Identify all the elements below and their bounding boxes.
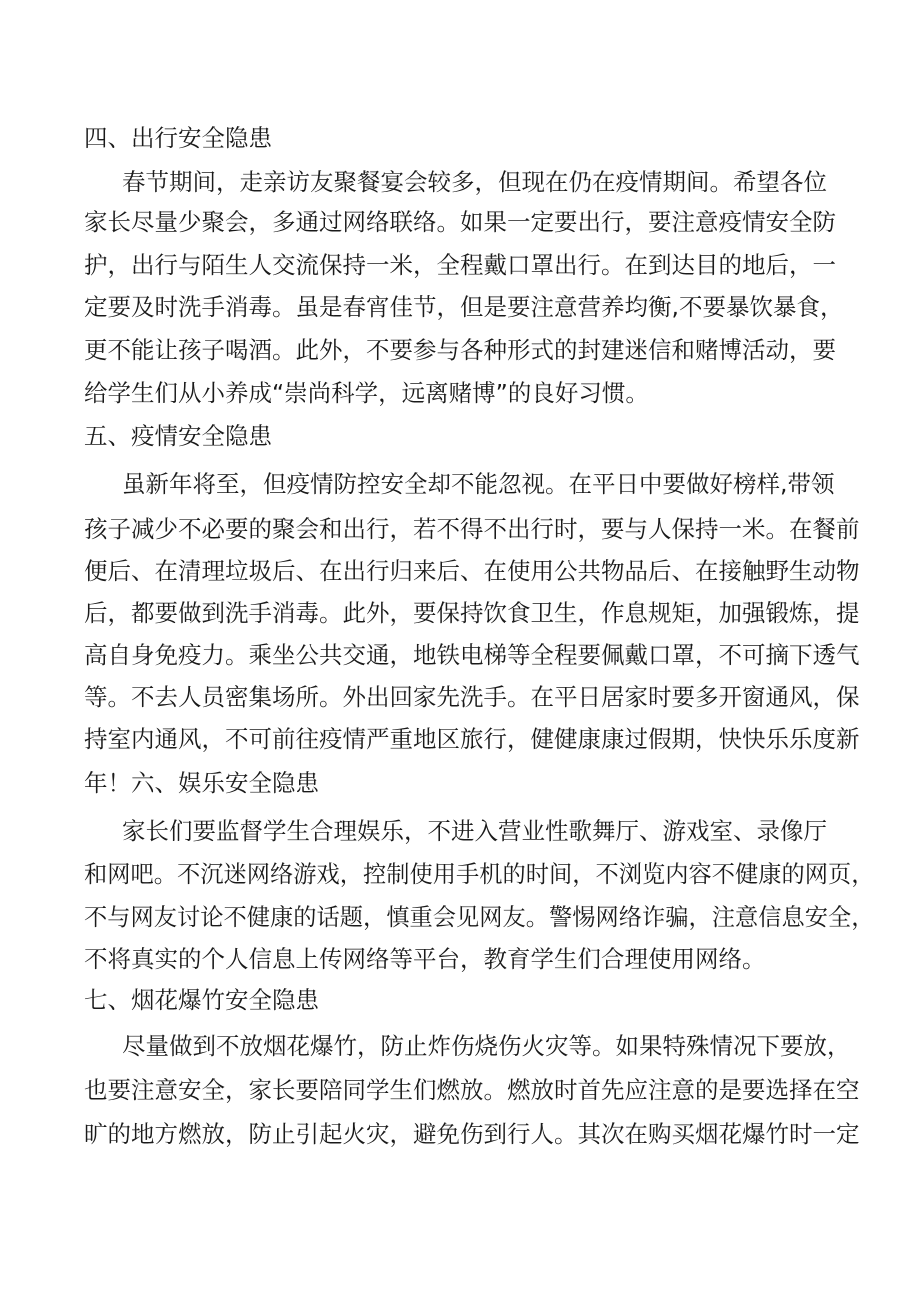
paragraph-line: 便后、在清理垃圾后、在出行归来后、在使用公共物品后、在接触野生动物: [84, 557, 860, 585]
section-heading-epidemic: 五、疫情安全隐患: [84, 422, 272, 450]
paragraph-line: 孩子减少不必要的聚会和出行，若不得不出行时，要与人保持一米。在餐前: [84, 515, 860, 543]
paragraph-line: 虽新年将至，但疫情防控安全却不能忽视。在平日中要做好榜样,带领: [122, 470, 835, 498]
paragraph-line: 高自身免疫力。乘坐公共交通，地铁电梯等全程要佩戴口罩，不可摘下透气: [84, 641, 860, 669]
paragraph-line: 等。不去人员密集场所。外出回家先洗手。在平日居家时要多开窗通风，保: [84, 683, 860, 711]
paragraph-line: 家长们要监督学生合理娱乐，不进入营业性歌舞厅、游戏室、录像厅: [122, 817, 827, 845]
paragraph-line: 也要注意安全，家长要陪同学生们燃放。燃放时首先应注意的是要选择在空: [84, 1076, 860, 1104]
section-heading-travel: 四、出行安全隐患: [84, 124, 272, 152]
paragraph-line: 不将真实的个人信息上传网络等平台，教育学生们合理使用网络。: [84, 945, 766, 973]
paragraph-line: 持室内通风，不可前往疫情严重地区旅行，健健康康过假期，快快乐乐度新: [84, 725, 860, 753]
paragraph-line: 旷的地方燃放，防止引起火灾，避免伤到行人。其次在购买烟花爆竹时一定: [84, 1120, 860, 1148]
section-heading-entertainment: 年！六、娱乐安全隐患: [84, 769, 319, 797]
paragraph-line: 护，出行与陌生人交流保持一米，全程戴口罩出行。在到达目的地后，一: [84, 251, 836, 279]
paragraph-line: 不与网友讨论不健康的话题，慎重会见网友。警惕网络诈骗，注意信息安全，: [84, 904, 875, 931]
paragraph-line: 春节期间，走亲访友聚餐宴会较多，但现在仍在疫情期间。希望各位: [122, 168, 827, 196]
paragraph-line: 尽量做到不放烟花爆竹，防止炸伤烧伤火灾等。如果特殊情况下要放，: [122, 1032, 851, 1060]
paragraph-line: 家长尽量少聚会，多通过网络联络。如果一定要出行，要注意疫情安全防: [84, 208, 836, 236]
paragraph-line: 和网吧。不沉迷网络游戏，控制使用手机的时间，不浏览内容不健康的网页，: [84, 861, 875, 888]
paragraph-line: 给学生们从小养成“崇尚科学，远离赌博”的良好习惯。: [84, 379, 649, 407]
paragraph-line: 更不能让孩子喝酒。此外，不要参与各种形式的封建迷信和赌博活动，要: [84, 336, 836, 364]
paragraph-line: 定要及时洗手消毒。虽是春宵佳节，但是要注意营养均衡,不要暴饮暴食，: [84, 293, 844, 321]
paragraph-line: 后，都要做到洗手消毒。此外，要保持饮食卫生，作息规矩，加强锻炼，提: [84, 599, 860, 627]
section-heading-fireworks: 七、烟花爆竹安全隐患: [84, 986, 319, 1014]
